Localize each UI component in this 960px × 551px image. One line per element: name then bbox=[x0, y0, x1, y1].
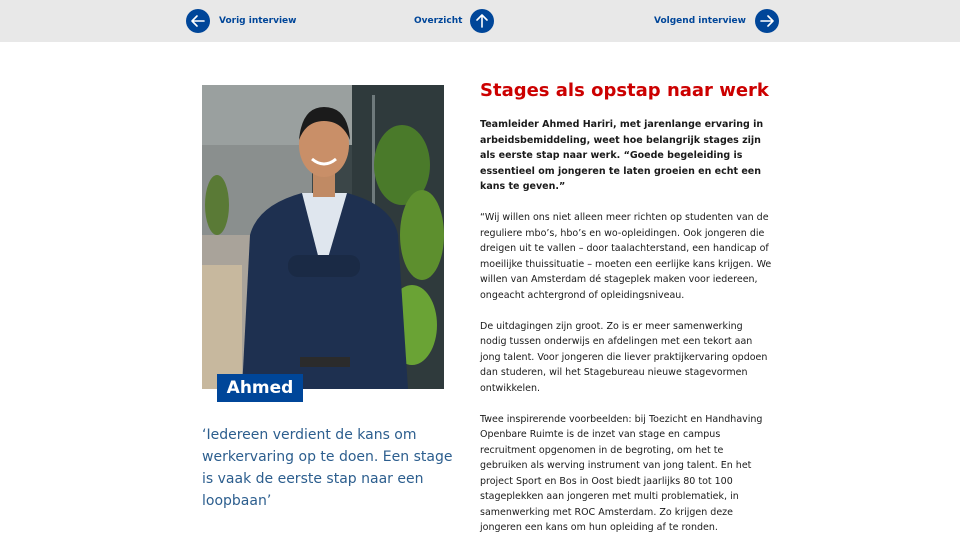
name-label: Ahmed bbox=[217, 374, 303, 402]
overview-link[interactable] bbox=[414, 9, 494, 33]
article-title: Stages als opstap naar werk bbox=[480, 80, 769, 101]
arrow-left-icon bbox=[186, 9, 210, 33]
overview-label: Overzicht bbox=[414, 16, 463, 26]
next-interview-link[interactable] bbox=[654, 9, 779, 33]
previous-interview-label: Vorig interview bbox=[219, 16, 297, 26]
arrow-right-icon bbox=[755, 9, 779, 33]
article-paragraph: Twee inspirerende voorbeelden: bij Toezicht en Handhaving Openbare Ruimte is de inzet van stage en campus recruitment opgenomen in de begroting, om het te gebruiken als werving instrument van jong talent. En het project Sport en Bos in Oost biedt jaarlijks 80 tot 100 stageplekken aan jongeren met multi problematiek, in samenwerking met ROC Amsterdam. Zo krijgen deze jongeren een kans om hun opleiding af te ronden. bbox=[480, 413, 763, 533]
top-navigation-bar bbox=[0, 0, 960, 42]
previous-interview-link[interactable] bbox=[186, 9, 296, 33]
next-interview-label: Volgend interview bbox=[654, 16, 746, 26]
portrait-photo bbox=[202, 85, 444, 389]
article-paragraph: “Wij willen ons niet alleen meer richten op studenten van de reguliere mbo’s, hbo’s en wo-opleidingen. Ook jongeren die dreigen uit te vallen – door taalachterstand, een handicap of moeilijke thuissituatie – moeten een eerlijke kans krijgen. We willen van Amsterdam dé stageplek maken voor iedereen, ongeacht achtergrond of opleidingsniveau. bbox=[480, 212, 772, 301]
pull-quote: ‘Iedereen verdient de kans om werkervaring op te doen. Een stage is vaak de eerste stap naar een loopbaan’ bbox=[202, 427, 453, 509]
arrow-up-icon bbox=[470, 9, 494, 33]
article-paragraph: De uitdagingen zijn groot. Zo is er meer samenwerking nodig tussen onderwijs en afdelingen met een tekort aan jong talent. Voor jongeren die liever praktijkervaring opdoen dan studeren, wil het Stagebureau nieuwe stagevormen ontwikkelen. bbox=[480, 320, 768, 394]
article-lead: Teamleider Ahmed Hariri, met jarenlange ervaring in arbeidsbemiddeling, weet hoe belangrijk stages zijn als eerste stap naar werk. “Goede begeleiding is essentieel om jongeren te laten groeien en echt een kans te geven.” bbox=[480, 119, 764, 192]
article-body bbox=[480, 117, 772, 551]
